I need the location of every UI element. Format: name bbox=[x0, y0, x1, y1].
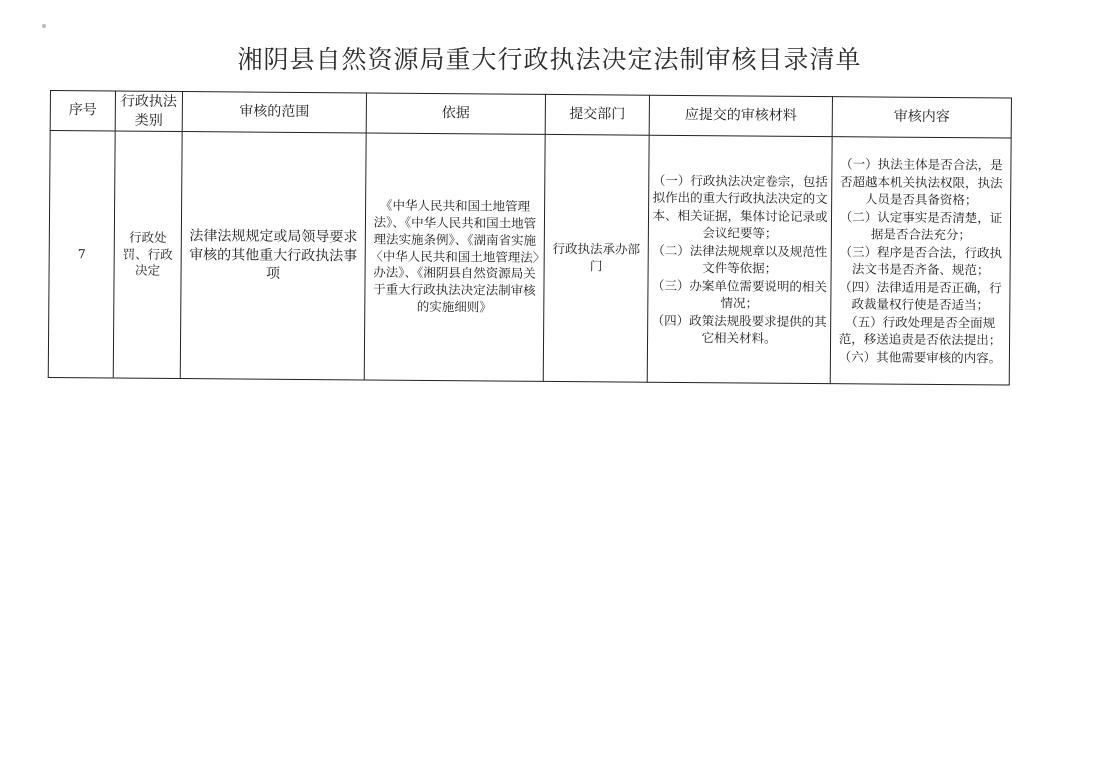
header-index: 序号 bbox=[50, 91, 115, 132]
materials-item: （一）行政执法决定卷宗，包括拟作出的重大行政执法决定的文本、相关证据，集体讨论记录或会议纪要等； bbox=[652, 172, 828, 241]
cell-basis: 《中华人民共和国土地管理法》、《中华人民共和国土地管理法实施条例》、《湖南省实施〈中华人民共和国土地管理法〉办法》、《湘阴县自然资源局关于重大行政执法决定法制审核的实施细则》 bbox=[364, 133, 545, 381]
table-row bbox=[48, 131, 1011, 386]
content-item: （一）执法主体是否合法，是否超越本机关执法权限，执法人员是否具备资格； bbox=[839, 156, 1003, 208]
content-item: （五）行政处理是否全面规范，移送追责是否依法提出； bbox=[838, 313, 1002, 348]
content-item: （二）认定事实是否清楚，证据是否合法充分； bbox=[839, 208, 1003, 243]
header-category: 行政执法类别 bbox=[115, 91, 182, 132]
cell-content bbox=[830, 137, 1011, 385]
cell-scope: 法律法规规定或局领导要求审核的其他重大行政执法事项 bbox=[180, 132, 366, 380]
review-catalog-table bbox=[48, 90, 1012, 386]
cell-category: 行政处罚、行政决定 bbox=[113, 131, 182, 379]
header-department: 提交部门 bbox=[545, 94, 649, 135]
materials-item: （三）办案单位需要说明的相关情况； bbox=[651, 277, 828, 311]
header-content: 审核内容 bbox=[832, 97, 1011, 138]
page-title: 湘阴县自然资源局重大行政执法决定法制审核目录清单 bbox=[237, 45, 862, 74]
scan-speck bbox=[42, 24, 46, 28]
content-item: （三）程序是否合法，行政执法文书是否齐备、规范； bbox=[839, 243, 1003, 278]
materials-item: （四）政策法规股要求提供的其它相关材料。 bbox=[651, 312, 827, 346]
cell-department: 行政执法承办部门 bbox=[543, 134, 649, 382]
header-basis: 依据 bbox=[366, 93, 545, 134]
materials-item: （二）法律法规规章以及规范性文件等依据； bbox=[652, 242, 828, 276]
cell-materials bbox=[647, 135, 832, 383]
content-item: （四）法律适用是否正确，行政裁量权行使是否适当； bbox=[839, 278, 1002, 313]
content-item: （六）其他需要审核的内容。 bbox=[838, 348, 1002, 365]
cell-index: 7 bbox=[48, 131, 115, 379]
header-scope: 审核的范围 bbox=[182, 92, 366, 133]
header-materials: 应提交的审核材料 bbox=[649, 95, 832, 136]
